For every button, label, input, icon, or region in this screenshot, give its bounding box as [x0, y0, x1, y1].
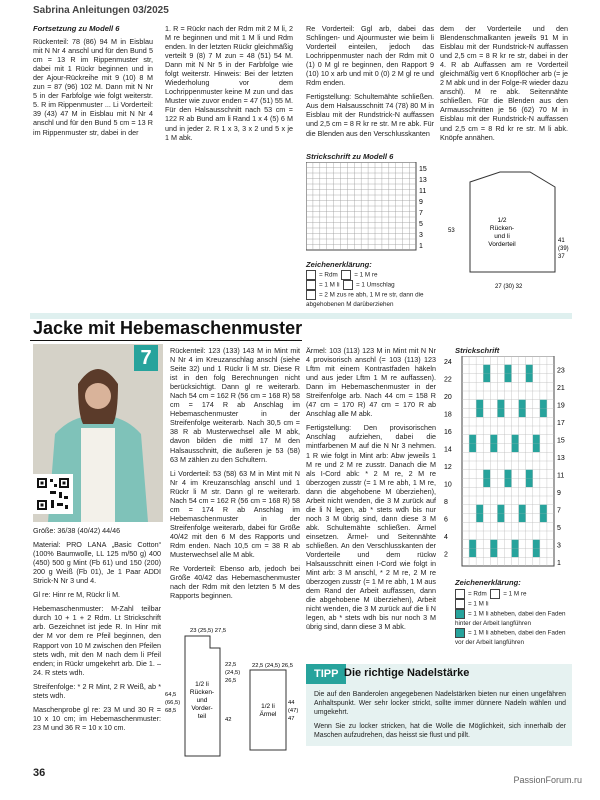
tip-tag: TIPP — [306, 664, 346, 684]
chart-row-label: 6 — [444, 516, 448, 524]
re-vorderteil-text: Re Vorderteil: Ggl arb, dabei das Schlingen- und Ajourmuster wie beim li Vorderteil einteilen, jedoch das Lochrippenmuster nach der Rdm mit 0 (1) 0 M gl re beginnen, den Rapport 9 (10) 10 x arb und mit 0 (0) 2 M gl re und Rdm enden. — [306, 24, 434, 88]
chart-mark — [540, 409, 547, 418]
schema-number: 26,5 — [225, 678, 237, 684]
legend-symbol — [306, 290, 316, 300]
chart-mark — [504, 470, 511, 479]
top-col-1 — [33, 24, 153, 312]
chart-row-label: 20 — [444, 393, 452, 401]
chart-row-label: 23 — [557, 367, 565, 375]
chart-row-label: 1 — [419, 243, 423, 250]
chart-mark — [483, 374, 490, 383]
top-col1-text: Rückenteil: 78 (86) 94 M in Eisblau mit N Nr 4 anschl und für den Bund 5 cm = 13 R im Rippenmuster str, dabei mit 1 Rückr beginnen und in der Ajour-Rückreihe mit 9 (10) 8 M zun = 87 (96) 102 M. Dann mit N Nr 5 in der Farbfolge wie folgt weiterstr. 5. R im Rippenmuster ... Li Vorderteil: 39 (43) 47 M in Eisblau mit N Nr 4 anschl und für den Bund 5 cm = 13 R im Rippenmuster str, dabei in der — [33, 37, 153, 137]
chart-row-label: 8 — [444, 498, 448, 506]
chart-row-label: 5 — [419, 221, 423, 228]
chart-mark — [540, 505, 547, 514]
main-knitting-chart — [440, 356, 575, 576]
legend-symbol — [455, 609, 465, 619]
rueckenteil-text: Rückenteil: 123 (133) 143 M in Mint mit N Nr 4 im Kreuzanschlag anschl (siehe Seite 32) und 1 Rückr li M str. Diese R ist in den folg Berechnungen nicht berücksichtigt. Dann gl re weiterarb. Nach 54 cm = 162 R (56 cm = 168 R) 58 cm = 174 R ab Anschlag im Hebemaschenmuster in der Streifenfolge weiterarb. Nach 30,5 cm = 38 R ab Musterwechsel alle M abk, davon bilden die mittl 17 M den Halsausschnitt, die äußeren je 53 (58) 63 M zählen zu den Schultern. — [170, 346, 300, 464]
streifen-text: Streifenfolge: * 2 R Mint, 2 R Weiß, ab * stets wdh. — [33, 681, 161, 700]
chart-mark — [483, 470, 490, 479]
chart-row-label: 11 — [419, 188, 427, 195]
chart-mark — [490, 444, 497, 453]
chart-row-label: 3 — [557, 542, 561, 550]
gl-re-text: Gl re: Hinr re M, Rückr li M. — [33, 590, 121, 600]
chart-row-label: 5 — [557, 525, 561, 532]
schema-label: 1/2 — [497, 217, 507, 224]
schema-label: und li — [494, 233, 510, 240]
chart-mark — [519, 505, 526, 514]
chart-mark — [519, 400, 526, 409]
fertigstellung-text: Fertigstellung: Schultemähte schließen. Aus dem Halsausschnitt 74 (78) 80 M in Eisblau mit der Rundstrick-N auffassen und 2,5 cm = 8 R kr re str. M re abk. Für die Blenden aus den Verschlusskanten — [306, 92, 434, 138]
top-col4-text: dem der Vorderteile und den Blendenschmalkanten jeweils 91 M in Eisblau mit der Rundstrick-N auffassen und 2,5 cm = 8 R kr re str, dabei in der 4. R ab Auffassen am re Vorderteil gleichmäßig vert 6 Knopflöcher arb (= je 2 M abk und in der Folge-R wieder dazu anschl). M re abk. Seitennähte schließen. Für die Blenden aus den Armausschnitten je 56 (62) 70 M in Eisblau mit der Rundstrick-N auffassen und 2,5 cm = 8 Rd kr re str. M li abk. Knöpfe annähen. — [440, 24, 568, 142]
chart-mark — [504, 479, 511, 488]
schema-number: 64,5 — [165, 692, 177, 698]
chart-mark — [476, 505, 483, 514]
schema-number: 22,5 (24,5) 26,5 — [252, 663, 293, 669]
chart-row-label: 14 — [444, 446, 452, 454]
chart-row-label: 9 — [419, 199, 423, 206]
chart-mark — [533, 435, 540, 444]
schema-number: (47) — [288, 708, 299, 714]
schema-number: 22,5 — [225, 662, 237, 668]
chart-mark — [512, 435, 519, 444]
chart-row-label: 1 — [557, 560, 561, 567]
chart-mark — [469, 540, 476, 549]
legend-symbol — [455, 599, 465, 609]
chart-row-label: 18 — [444, 411, 452, 419]
top-col-2 — [165, 24, 293, 312]
schema-number: (24,5) — [225, 670, 241, 676]
li-vorderteil-text: Li Vorderteil: 53 (58) 63 M in Mint mit N Nr 4 im Kreuzanschlag anschl und 1 Rückr li M str. Dann gl re weiterarb. Nach 54 cm = 162 R (56 cm = 168 R) 58 cm = 174 R ab Anschlag im Hebemaschenmuster in der Streifenfolge weiterarb, dabei für Größe 40/42 mit den 6 M des Rapports und Rdm enden. Nach 10,5 cm = 38 R ab Musterwechsel alle M abk. — [170, 468, 300, 560]
schema-number: 44 — [288, 700, 295, 706]
chart-row-label: 13 — [557, 455, 565, 462]
chart-row-label: 12 — [444, 463, 452, 471]
schema-label: und — [196, 697, 208, 704]
chart-row-label: 13 — [419, 177, 427, 184]
top-col2-text: 1. R = Rückr nach der Rdm mit 2 M li, 2 M re beginnen und mit 1 M li und Rdm enden. In der letzten Rückr gleichmäßig verteilt 9 (8) 7 M zun = 48 (51) 54 M. Dann mit N Nr 5 in der Farbfolge wie folgt weiterstr. Hinweis: Bei der letzten Wiederholung vor dem Lochrippenmuster keine M zun und das Muster wie zuvor enden = 47 (51) 55 M. Für den Halsausschnitt nach 53 cm = 122 R ab Bund am li Rand 1 x 4 (5) 6 M und in jeder 2. R 1 x 3, 3 x 2 und 5 x je 1 M abk. — [165, 24, 293, 142]
main-legend: = Rdm = 1 M re = 1 M li = 1 M li abheben, dabei den Faden hinter der Arbeit langführen = 1 M li abheben, dabei den Faden vor der Arbeit langführen — [455, 590, 566, 646]
top-col-3 — [306, 24, 434, 144]
chart-mark — [497, 400, 504, 409]
watermark-text: PassionForum.ru — [513, 775, 582, 785]
hebemaschen-text: Hebemaschenmuster: M-Zahl teilbar durch 10 + 1 + 2 Rdm. Lt Strickschrift arb. Gezeichnet ist jede R. In Hinr mit der M vor dem re Pfeil beginnen, den Rapport von 10 M zwischen den Pfeilen stets wdh, mit den M nach dem li Pfeil enden; in Rückr umgekehrt arb. Die 1. – 24. R stets wdh. — [33, 604, 161, 677]
schema-number: (66,5) — [165, 700, 181, 706]
chart-mark — [512, 444, 519, 453]
schema-label: Vorderteil — [488, 241, 516, 248]
main-legend-title: Zeichenerklärung: — [455, 578, 521, 587]
schema-number: 53 — [448, 228, 455, 234]
legend-symbol — [306, 270, 316, 280]
fertig-main-text: Fertigstellung: Den provisorischen Anschlag aufziehen, dabei die mintfarbenen M auf die N Nr 3 nehmen. 1 R wie folgt in Mint arb: Abw jeweils 1 M re und 2 M re zusstr. Danach die M als I-Cord abk: * 2 M re, 2 M re überzogen zusstr (= 1 M re abh, 1 M re, dann die abgehobene M überziehen), Arbeit nicht wenden, die 3 M zurück auf die li N legen, ab * stets wdh bis nur noch 3 M übrig sind, dann diese 3 M abk. Schultemähte schließen. Ärmel einsetzen. Ärmel- und Seitennähte schließen. An den Verschlusskanten der Vorderteile und dem rückw Halsausschnitt einen I-Cord wie folgt in Mint arb: 3 M anschl, * 2 M re, 2 M re überzogen zusstr (= 1 M re abh, 1 M aus dem Rand der Arbeit auffassen, dann die abgehobene M überziehen), Arbeit nicht wenden, die 3 M zurück auf die li N legen, ab * stets wdh bis nur noch 3 M übrig sind, dann diese 3 M abk. — [306, 423, 436, 632]
chart-mark — [476, 514, 483, 523]
chart-mark — [533, 444, 540, 453]
top-schema — [440, 152, 575, 302]
chart-mark — [526, 470, 533, 479]
chart-mark — [469, 549, 476, 558]
chart-mark — [512, 549, 519, 558]
legend-symbol — [490, 589, 500, 599]
legend-symbol — [341, 270, 351, 280]
schema-number: 47 — [288, 716, 295, 722]
schema-label: Ärmel — [259, 711, 277, 718]
chart-mark — [512, 540, 519, 549]
chart-mark — [519, 514, 526, 523]
main-schema-sleeve — [232, 660, 304, 760]
small-legend-title: Zeichenerklärung: — [306, 260, 372, 269]
pattern-title: Jacke mit Hebemaschenmuster — [33, 318, 303, 338]
tip-title: Die richtige Nadelstärke — [344, 667, 470, 679]
chart-row-label: 17 — [557, 420, 565, 427]
size-text: Größe: 36/38 (40/42) 44/46 — [33, 526, 121, 535]
qr-code — [33, 474, 73, 514]
chart-mark — [497, 409, 504, 418]
chart-mark — [469, 435, 476, 444]
main-chart-title: Strickschrift — [455, 346, 500, 355]
schema-number: 37 — [558, 254, 565, 260]
main-col-1 — [33, 526, 161, 758]
magazine-header: Sabrina Anleitungen 03/2025 — [33, 5, 169, 16]
chart-row-label: 24 — [444, 358, 452, 366]
main-col-3 — [306, 346, 436, 656]
chart-row-label: 16 — [444, 428, 452, 436]
legend-symbol — [306, 280, 316, 290]
schema-number: (39) — [558, 246, 569, 252]
schema-label: 1/2 li — [261, 703, 275, 710]
schema-number: 41 — [558, 238, 565, 244]
tip-text — [314, 690, 566, 744]
schema-label: Vorder- — [191, 705, 213, 712]
chart-mark — [540, 514, 547, 523]
schema-label: 1/2 li — [195, 681, 209, 688]
schema-number: 68,5 — [165, 708, 177, 714]
chart-mark — [490, 549, 497, 558]
small-legend: = Rdm = 1 M re = 1 M li = 1 Umschlag = 2 M zus re abh, 1 M re str, dann die abgehobenen M darüberziehen — [306, 271, 424, 308]
chart-mark — [540, 400, 547, 409]
chart-row-label: 9 — [557, 490, 561, 497]
chart-row-label: 15 — [557, 437, 565, 445]
chart-row-label: 7 — [557, 507, 561, 515]
chart-row-label: 2 — [444, 551, 448, 559]
material-text: Material: PRO LANA „Basic Cotton“ (100% Baumwolle, LL 125 m/50 g) 400 (450) 500 g Mint (Fb 61) und 150 (200) 200 g Weiß (Fb 01), Je 1 Paar ADDI Strick-N Nr 3 und 4. — [33, 540, 161, 586]
schema-label: Rücken- — [189, 689, 215, 696]
chart-mark — [476, 409, 483, 418]
chart-row-label: 19 — [557, 402, 565, 410]
chart-row-label: 21 — [557, 385, 565, 392]
continuation-heading: Fortsetzung zu Modell 6 — [33, 24, 120, 33]
chart-mark — [526, 374, 533, 383]
schema-label: teil — [197, 713, 207, 720]
legend-symbol — [343, 280, 353, 290]
chart-row-label: 3 — [419, 232, 423, 239]
chart-row-label: 11 — [557, 472, 565, 480]
chart-mark — [490, 540, 497, 549]
maschenprobe-text: Maschenprobe gl re: 23 M und 30 R = 10 x 10 cm; im Hebemaschenmuster: 23 M und 36 R = 10 x 10 cm. — [33, 704, 161, 732]
chart-mark — [469, 444, 476, 453]
chart-mark — [476, 400, 483, 409]
chart-mark — [533, 549, 540, 558]
chart-row-label: 15 — [419, 166, 427, 173]
chart-mark — [533, 540, 540, 549]
legend-symbol — [455, 589, 465, 599]
chart-row-label: 22 — [444, 376, 452, 384]
chart-mark — [490, 435, 497, 444]
tip-paragraph: Wenn Sie zu locker stricken, hat die Wolle die Möglichkeit, sich innerhalb der Maschen aufzudrehen, das heisst sie flust und pillt. — [314, 723, 566, 739]
tip-paragraph: Die auf den Banderolen angegebenen Nadelstärken bieten nur einen ungefähren Anhaltspunkt. Wer sehr locker strickt, sollte immer dünnere Nadeln wählen und umgekehrt. — [314, 691, 566, 716]
small-knitting-chart — [306, 162, 431, 257]
aermel-text: Ärmel: 103 (113) 123 M in Mint mit N Nr 4 provisorisch anschl (= 103 (113) 123 Lftm mit einem Kontrastfaden häkeln und aus jeder Lftm 1 M re auffassen). Dann im Hebemaschenmuster in der Streifenfolge arb. Nach 44 cm = 158 R (47 cm = 170 R) 47 cm = 170 R ab Anschlag alle M abk. — [306, 346, 436, 419]
main-col-2 — [170, 346, 300, 624]
chart-row-label: 10 — [444, 481, 452, 489]
chart-mark — [504, 374, 511, 383]
chart-row-label: 4 — [444, 533, 448, 541]
schema-number: 42 — [225, 717, 232, 723]
re-vorderteil-main-text: Re Vorderteil: Ebenso arb, jedoch bei Größe 40/42 das Hebemaschenmuster nach der Rdm mit den letzten 5 M des Rapports beginnen. — [170, 564, 300, 601]
chart-mark — [497, 514, 504, 523]
chart-mark — [526, 365, 533, 374]
page-number: 36 — [33, 767, 46, 779]
chart-mark — [504, 365, 511, 374]
chart-mark — [483, 365, 490, 374]
schema-number: 27 (30) 32 — [495, 284, 523, 290]
model-number-badge: 7 — [134, 345, 158, 371]
chart-row-label: 7 — [419, 210, 423, 217]
title-rule — [30, 340, 302, 341]
chart-mark — [497, 505, 504, 514]
schema-number: 23 (25,5) 27,5 — [190, 628, 227, 634]
legend-symbol — [455, 628, 465, 638]
chart-mark — [483, 479, 490, 488]
top-col-4 — [440, 24, 568, 154]
schema-label: Rücken- — [489, 225, 515, 232]
chart-mark — [526, 479, 533, 488]
small-chart-title: Strickschrift zu Modell 6 — [306, 152, 394, 161]
chart-mark — [519, 409, 526, 418]
